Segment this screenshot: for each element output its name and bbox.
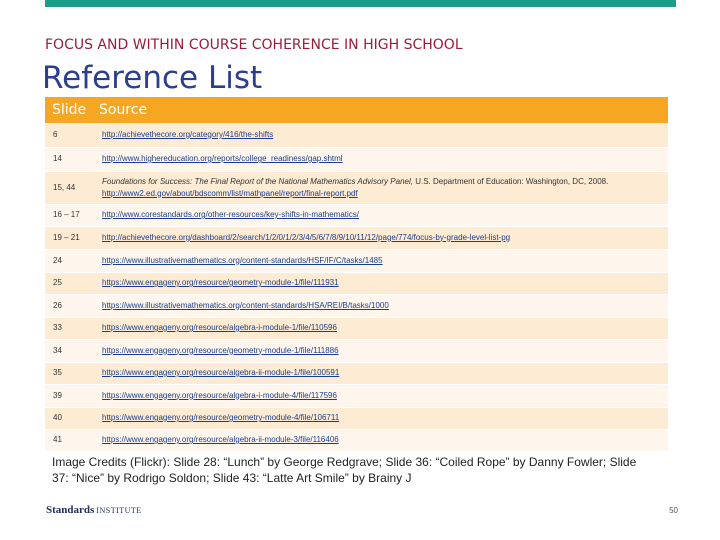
source-cell: [92, 407, 668, 429]
slide-number-cell: 41: [45, 429, 92, 451]
table-row: [45, 272, 668, 294]
source-cell: [92, 226, 668, 249]
source-cell: [92, 384, 668, 407]
reference-link[interactable]: https://www.engageny.org/resource/algebra-i-module-4/file/117596: [102, 390, 337, 400]
slide-number-cell: 40: [45, 407, 92, 429]
source-cell: [92, 339, 668, 362]
table-row: [45, 123, 668, 147]
table-row: [45, 339, 668, 362]
table-row: [45, 384, 668, 407]
reference-link[interactable]: https://www.engageny.org/resource/geometry-module-1/file/111886: [102, 345, 339, 355]
source-cell: [92, 147, 668, 171]
table-header-row: [45, 97, 668, 123]
slide-number-cell: 25: [45, 272, 92, 294]
source-cell: [92, 204, 668, 226]
reference-table: [45, 97, 668, 452]
slide-number-cell: 26: [45, 294, 92, 317]
reference-link[interactable]: https://www.engageny.org/resource/algebra-i-module-1/file/110596: [102, 323, 337, 332]
table-row: [45, 362, 668, 384]
reference-link[interactable]: https://www.illustrativemathematics.org/content-standards/HSF/IF/C/tasks/1485: [102, 255, 383, 265]
source-cell: [92, 123, 668, 147]
slide-number-cell: 24: [45, 249, 92, 272]
reference-link[interactable]: http://achievethecore.org/dashboard/2/search/1/2/0/1/2/3/4/5/6/7/8/9/10/11/12/page/774/focus-by-grade-level-list-pg: [102, 232, 511, 242]
source-cell: [92, 362, 668, 384]
reference-link[interactable]: https://www.engageny.org/resource/geometry-module-1/file/111931: [102, 278, 339, 287]
page-number: 50: [669, 506, 678, 515]
column-header-slide: Slide: [45, 97, 92, 123]
table-row: [45, 204, 668, 226]
slide-number-cell: 35: [45, 362, 92, 384]
table-row: [45, 226, 668, 249]
reference-link[interactable]: https://www.illustrativemathematics.org/content-standards/HSA/REI/B/tasks/1000: [102, 300, 389, 310]
report-publisher: U.S. Department of Education: Washington, DC, 2008.: [412, 176, 609, 186]
reference-link[interactable]: http://achievethecore.org/category/416/the-shifts: [102, 129, 274, 139]
reference-link[interactable]: https://www.engageny.org/resource/algebra-ii-module-3/file/116406: [102, 435, 339, 444]
source-cell: [92, 272, 668, 294]
table-row: [45, 317, 668, 339]
table-row: [45, 249, 668, 272]
source-cell: [92, 249, 668, 272]
slide-number-cell: 34: [45, 339, 92, 362]
table-row: [45, 147, 668, 171]
source-cell: [92, 171, 668, 204]
source-cell: [92, 429, 668, 451]
source-cell: [92, 294, 668, 317]
report-title: Foundations for Success: The Final Report of the National Mathematics Advisory Panel,: [102, 176, 413, 186]
column-header-source: Source: [92, 97, 668, 123]
table-row: [45, 429, 668, 451]
standards-institute-logo: [46, 504, 142, 518]
source-cell: [92, 317, 668, 339]
slide-title: Reference List: [42, 60, 263, 96]
slide-number-cell: 19 – 21: [45, 226, 92, 249]
slide-number-cell: 16 – 17: [45, 204, 92, 226]
image-credits: Image Credits (Flickr): Slide 28: “Lunch” by George Redgrave; Slide 36: “Coiled Rope” by Danny Fowler; Slide 37: “Nice” by Rodrigo Soldon; Slide 43: “Latte Art Smile” by Brainy J: [52, 455, 637, 485]
reference-link[interactable]: http://www.corestandards.org/other-resources/key-shifts-in-mathematics/: [102, 210, 359, 219]
reference-link[interactable]: http://www.highereducation.org/reports/college_readiness/gap.shtml: [102, 154, 343, 163]
logo-wordmark-light: INSTITUTE: [96, 506, 142, 515]
logo-wordmark-bold: Standards: [46, 504, 95, 516]
slide-subtitle: FOCUS AND WITHIN COURSE COHERENCE IN HIGH SCHOOL: [45, 37, 463, 53]
slide-number-cell: 15, 44: [45, 171, 92, 204]
slide-number-cell: 14: [45, 147, 92, 171]
slide-number-cell: 33: [45, 317, 92, 339]
slide-number-cell: 6: [45, 123, 92, 147]
table-row: [45, 407, 668, 429]
table-row: [45, 294, 668, 317]
table-row: [45, 171, 668, 204]
top-accent-bar: [45, 0, 676, 7]
reference-link[interactable]: https://www.engageny.org/resource/algebra-ii-module-1/file/100591: [102, 368, 340, 377]
slide-number-cell: 39: [45, 384, 92, 407]
reference-link[interactable]: https://www.engageny.org/resource/geometry-module-4/file/106711: [102, 413, 340, 422]
reference-link[interactable]: http://www2.ed.gov/about/bdscomm/list/mathpanel/report/final-report.pdf: [102, 188, 358, 198]
